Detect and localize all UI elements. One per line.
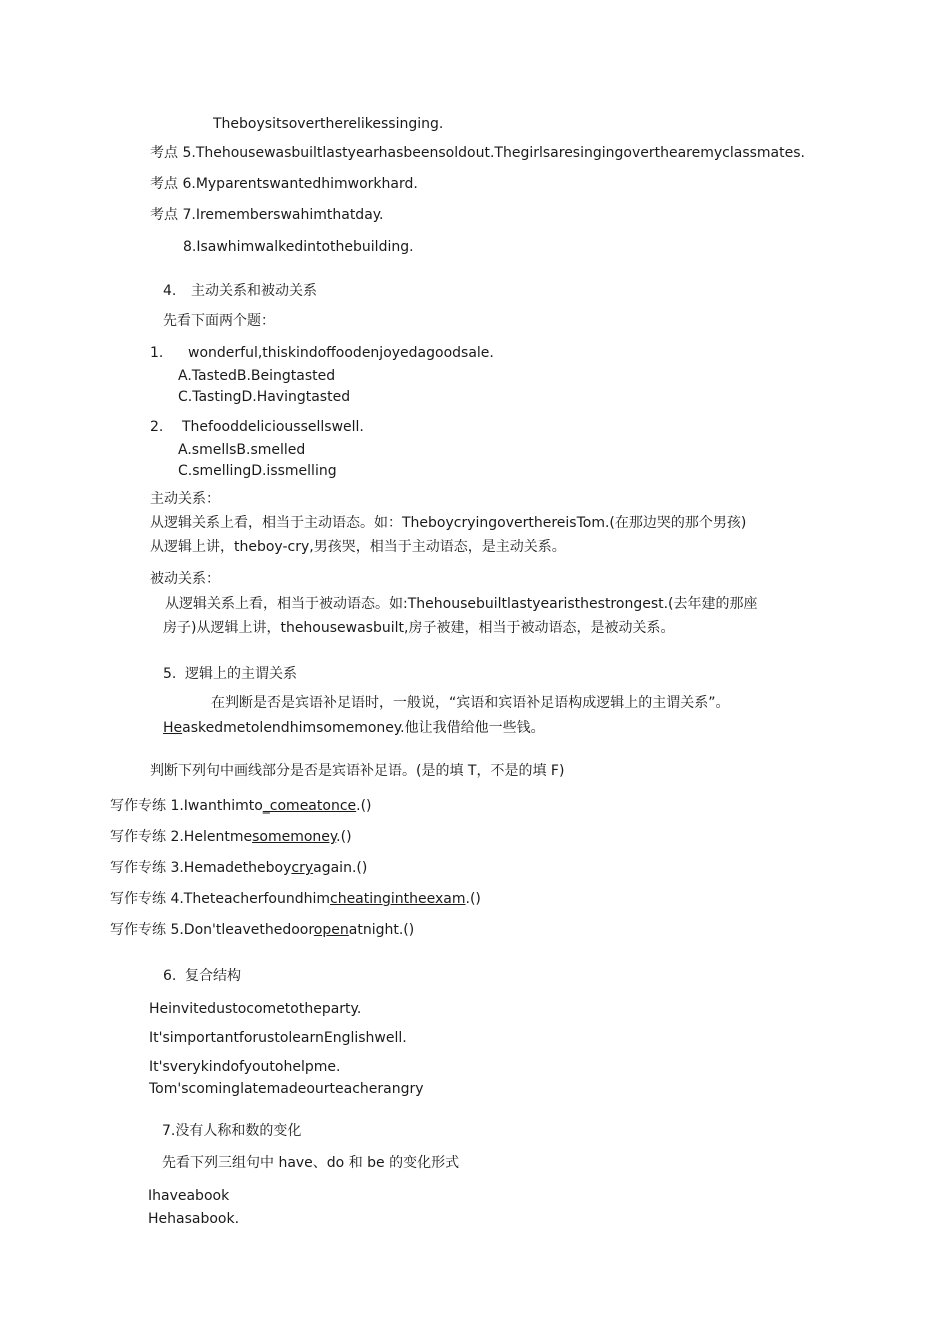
section-6-example-2: It'simportantforustolearnEnglishwell.	[149, 1030, 407, 1046]
question-2-options-cd: C.smellingD.issmelling	[178, 463, 337, 479]
section-7-example-2: Hehasabook.	[148, 1211, 240, 1227]
exercise-3: 写作专练 3.Hemadetheboycryagain.()	[110, 860, 368, 876]
section-6-example-4: Tom'scominglatemadeourteacherangry	[149, 1081, 424, 1097]
section-5-line-2: Heaskedmetolendhimsomemoney.他让我借给他一些钱。	[163, 720, 545, 736]
section-7-example-1: Ihaveabook	[148, 1188, 230, 1204]
section-7-intro: 先看下列三组句中 have、do 和 be 的变化形式	[162, 1155, 460, 1171]
sentence-line-1: Theboysitsovertherelikessinging.	[213, 116, 444, 132]
passive-relation-line-2: 房子)从逻辑上讲，thehousewasbuilt,房子被建，相当于被动语态，是被动关系。	[163, 620, 675, 636]
judge-instruction: 判断下列句中画线部分是否是宾语补足语。(是的填 T，不是的填 F)	[150, 763, 565, 779]
kaodian-7-line: 考点 7.Irememberswahimthatday.	[150, 207, 384, 223]
section-5-line-1: 在判断是否是宾语补足语时，一般说，“宾语和宾语补足语构成逻辑上的主谓关系”。	[211, 695, 730, 711]
section-4-intro: 先看下面两个题：	[163, 313, 275, 329]
section-6-example-3: It'sverykindofyoutohelpme.	[149, 1059, 341, 1075]
exercise-1: 写作专练 1.Iwanthimto_comeatonce.()	[110, 798, 372, 814]
exercise-4: 写作专练 4.Theteacherfoundhimcheatingintheexam.()	[110, 891, 481, 907]
passive-relation-title: 被动关系：	[150, 571, 220, 587]
section-4-heading: 4. 主动关系和被动关系	[163, 283, 317, 299]
section-6-example-1: Heinvitedustocometotheparty.	[149, 1001, 362, 1017]
kaodian-6-line: 考点 6.Myparentswantedhimworkhard.	[150, 176, 418, 192]
section-7-heading: 7.没有人称和数的变化	[162, 1123, 302, 1139]
active-relation-title: 主动关系：	[150, 491, 220, 507]
question-1-options-ab: A.TastedB.Beingtasted	[178, 368, 336, 384]
question-2-options-ab: A.smellsB.smelled	[178, 442, 306, 458]
question-1-options-cd: C.TastingD.Havingtasted	[178, 389, 351, 405]
exercise-5: 写作专练 5.Don'tleavethedooropenatnight.()	[110, 922, 415, 938]
question-2: 2. Thefooddelicioussellswell.	[150, 419, 364, 435]
active-relation-line-2: 从逻辑上讲，theboy-cry,男孩哭，相当于主动语态，是主动关系。	[150, 539, 566, 555]
sentence-line-8: 8.Isawhimwalkedintothebuilding.	[183, 239, 414, 255]
section-6-heading: 6. 复合结构	[163, 968, 241, 984]
question-1: 1. wonderful,thiskindoffoodenjoyedagoodsale.	[150, 345, 494, 361]
kaodian-5-line: 考点 5.Thehousewasbuiltlastyearhasbeensoldout.Thegirlsaresingingoverthearemyclassmates.	[150, 145, 805, 161]
active-relation-line-1: 从逻辑关系上看，相当于主动语态。如：TheboycryingoverthereisTom.(在那边哭的那个男孩)	[150, 515, 747, 531]
exercise-2: 写作专练 2.Helentmesomemoney.()	[110, 829, 352, 845]
passive-relation-line-1: 从逻辑关系上看，相当于被动语态。如:Thehousebuiltlastyearisthestrongest.(去年建的那座	[165, 596, 758, 612]
section-5-heading: 5. 逻辑上的主谓关系	[163, 666, 297, 682]
